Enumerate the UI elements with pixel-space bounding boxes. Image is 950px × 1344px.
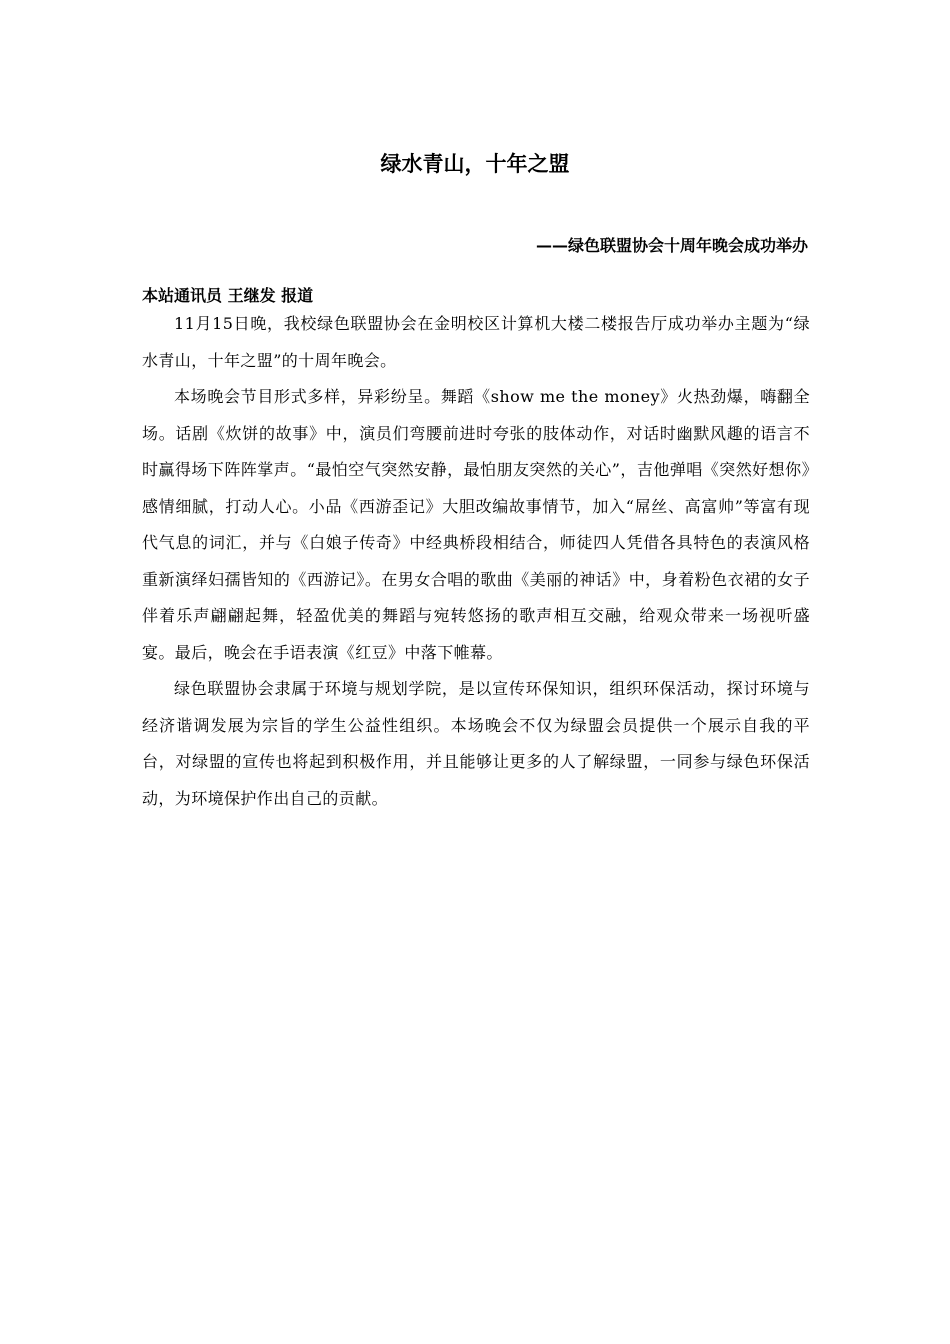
paragraph-3: 绿色联盟协会隶属于环境与规划学院，是以宣传环保知识，组织环保活动，探讨环境与经济谐调发展为宗旨的学生公益性组织。本场晚会不仅为绿盟会员提供一个展示自我的平台，对绿盟的宣传也将起到积极作用，并且能够让更多的人了解绿盟，一同参与绿色环保活动，为环境保护作出自己的贡献。 — [142, 679, 810, 808]
article-title: 绿水青山，十年之盟 — [380, 152, 570, 176]
article-byline: 本站通讯员 王继发 报道 — [142, 286, 314, 305]
article-body — [142, 306, 810, 817]
paragraph-2: 本场晚会节目形式多样，异彩纷呈。舞蹈《show me the money》火热劲爆，嗨翻全场。话剧《炊饼的故事》中，演员们弯腰前进时夸张的肢体动作，对话时幽默风趣的语言不时赢得场下阵阵掌声。“最怕空气突然安静，最怕朋友突然的关心”，吉他弹唱《突然好想你》感情细腻，打动人心。小品《西游歪记》大胆改编故事情节，加入“屌丝、高富帅”等富有现代气息的词汇，并与《白娘子传奇》中经典桥段相结合，师徒四人凭借各具特色的表演风格重新演绎妇孺皆知的《西游记》。在男女合唱的歌曲《美丽的神话》中，身着粉色衣裙的女子伴着乐声翩翩起舞，轻盈优美的舞蹈与宛转悠扬的歌声相互交融，给观众带来一场视听盛宴。最后，晚会在手语表演《红豆》中落下帷幕。 — [142, 387, 810, 662]
article-subtitle: ——绿色联盟协会十周年晚会成功举办 — [535, 236, 808, 255]
paragraph-1: 11月15日晚，我校绿色联盟协会在金明校区计算机大楼二楼报告厅成功举办主题为“绿水青山，十年之盟”的十周年晚会。 — [142, 314, 810, 370]
